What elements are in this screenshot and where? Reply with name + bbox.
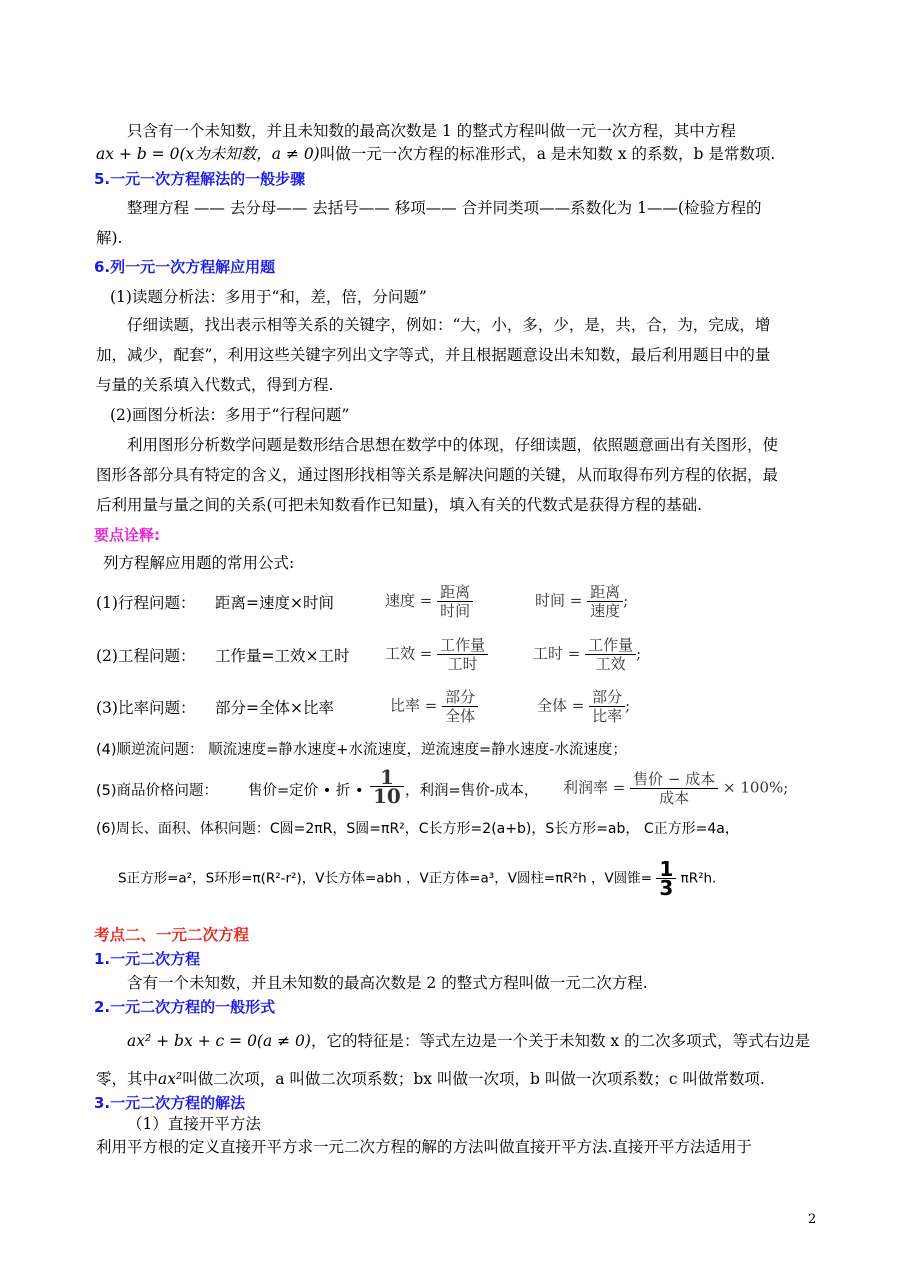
subsection-heading: （1）直接开平方法 <box>127 1115 261 1133</box>
key-points-heading: 要点诠释: <box>94 526 160 544</box>
paragraph-line: (2)画图分析法：多用于“行程问题” <box>110 406 350 424</box>
formula-line: (4)顺逆流问题： 顺流速度=静水速度+水流速度，逆流速度=静水速度-水流速度； <box>96 742 627 758</box>
fraction-formula: 工时 = $\frac{\text{工作量}}{\text{工效}}$ ; <box>533 636 642 673</box>
formula-label: (3)比率问题： <box>96 699 196 717</box>
paragraph-line: 解). <box>96 229 123 247</box>
quadratic-general-form: ax² + bx + c = 0(a ≠ 0) <box>127 1032 311 1050</box>
section-heading: 2.一元二次方程的一般形式 <box>94 998 276 1016</box>
paragraph-line: 整理方程 —— 去分母—— 去括号—— 移项—— 合并同类项——系数化为 1——(检验方程的 <box>127 199 762 217</box>
formula-label: (2)工程问题： <box>96 647 196 665</box>
page-number: 2 <box>808 1212 817 1227</box>
formula-label: (1)行程问题： <box>96 594 196 612</box>
paragraph-line: ax² + bx + c = 0(a ≠ 0)，它的特征是：等式左边是一个关于未知数 x 的二次多项式，等式右边是 <box>127 1032 811 1050</box>
linear-equation-formula: ax + b = 0(x为未知数，a ≠ 0) <box>96 145 320 163</box>
formula-text: 售价=定价 • 折 • <box>248 783 364 799</box>
fraction-formula: 速度 = $\frac{\text{距离}}{\text{时间}}$ <box>385 583 473 620</box>
fraction-formula: 工效 = $\frac{\text{工作量}}{\text{工时}}$ <box>385 636 488 673</box>
quadratic-term: ax² <box>158 1070 183 1088</box>
paragraph-text: 叫做一元一次方程的标准形式，a 是未知数 x 的系数，b 是常数项. <box>319 145 776 163</box>
fraction-one-third: $\frac{1}{3}$ <box>656 860 676 897</box>
section-heading: 5.一元一次方程解法的一般步骤 <box>94 170 306 188</box>
paragraph-line: 零，其中ax²叫做二次项，a 叫做二次项系数；bx 叫做一次项，b 叫做一次项系数；c 叫做常数项. <box>96 1070 765 1088</box>
fraction-formula: 时间 = $\frac{\text{距离}}{\text{速度}}$ ; <box>535 583 629 620</box>
formula-line: (6)周长、面积、体积问题：C圆=2πR，S圆=πR²，C长方形=2(a+b)，S长方形=ab， C正方形=4a， <box>96 821 739 837</box>
paragraph-line: 利用图形分析数学问题是数形结合思想在数学中的体现，仔细读题，依照题意画出有关图形，使 <box>127 436 779 454</box>
paragraph-line: 利用平方根的定义直接开平方求一元二次方程的解的方法叫做直接开平方法.直接开平方法适用于 <box>96 1138 752 1156</box>
paragraph-line: 加，减少，配套”，利用这些关键字列出文字等式，并且根据题意设出未知数，最后利用题目中的量 <box>96 346 771 364</box>
paragraph-line: 含有一个未知数，并且未知数的最高次数是 2 的整式方程叫做一元二次方程. <box>127 974 648 992</box>
formula-text: 部分=全体×比率 <box>215 699 334 717</box>
formula-label: (5)商品价格问题： <box>96 783 219 799</box>
profit-rate-formula: 利润率 = $\frac{\text{售价 − 成本}}{\text{成本}}$ × 100%; <box>563 770 789 807</box>
paragraph-line: 后利用量与量之间的关系(可把未知数看作已知量)，填入有关的代数式是获得方程的基础. <box>96 496 703 514</box>
formula-text: 工作量=工效×工时 <box>215 647 350 665</box>
paragraph-line: 图形各部分具有特定的含义，通过图形找相等关系是解决问题的关键，从而取得布列方程的依据，最 <box>96 466 779 484</box>
paragraph-line: 与量的关系填入代数式，得到方程. <box>96 376 334 394</box>
section-heading: 3.一元二次方程的解法 <box>94 1094 246 1112</box>
formula-text: ，利润=售价-成本， <box>405 783 539 799</box>
fraction-one-tenth: $\frac{1}{10}$ <box>370 768 404 805</box>
paragraph-line <box>96 143 775 165</box>
section-heading: 6.列一元一次方程解应用题 <box>94 258 276 276</box>
formula-text: 距离=速度×时间 <box>215 594 334 612</box>
paragraph-line: 仔细读题，找出表示相等关系的关键字，例如：“大，小，多，少，是，共，合，为，完成，增 <box>127 316 771 334</box>
fraction-formula: 全体 = $\frac{\text{部分}}{\text{比率}}$ ; <box>537 688 631 725</box>
section-heading: 1.一元二次方程 <box>94 950 201 968</box>
formula-line: S正方形=a²，S环形=π(R²-r²)，V长方体=abh ，V正方体=a³，V圆柱=πR²h ，V圆锥= $\frac{1}{3}$ πR²h. <box>118 857 717 900</box>
fraction-formula: 比率 = $\frac{\text{部分}}{\text{全体}}$ <box>390 688 478 725</box>
paragraph-line: 只含有一个未知数，并且未知数的最高次数是 1 的整式方程叫做一元一次方程，其中方程 <box>127 122 736 140</box>
paragraph-line: (1)读题分析法：多用于“和，差，倍，分问题” <box>110 288 427 306</box>
paragraph-line: 列方程解应用题的常用公式: <box>103 554 295 572</box>
section-title: 考点二、一元二次方程 <box>94 926 250 944</box>
